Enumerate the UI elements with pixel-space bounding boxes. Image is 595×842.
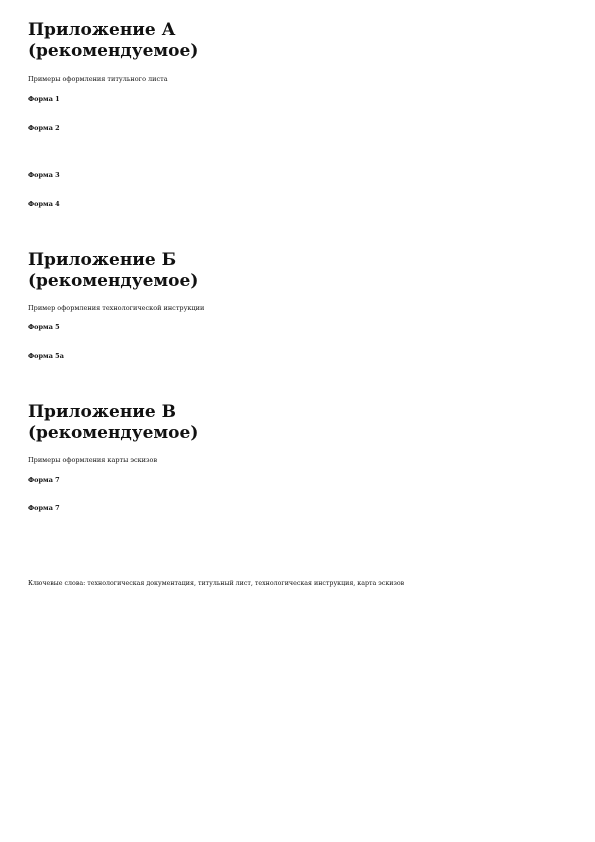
appendix-b-title-line1: Приложение Б bbox=[28, 250, 177, 270]
appendix-a-form-4: Форма 4 bbox=[28, 200, 60, 208]
appendix-b-form-5a: Форма 5а bbox=[28, 352, 64, 360]
appendix-a-form-3: Форма 3 bbox=[28, 171, 60, 179]
appendix-v-title-line2: (рекомендуемое) bbox=[28, 423, 199, 443]
appendix-v-form-7a: Форма 7 bbox=[28, 476, 60, 484]
appendix-a-subtitle: Примеры оформления титульного листа bbox=[28, 75, 168, 83]
appendix-b-title-line2: (рекомендуемое) bbox=[28, 271, 199, 291]
appendix-a-title bbox=[28, 20, 198, 62]
appendix-a-title-line2: (рекомендуемое) bbox=[28, 41, 199, 61]
appendix-b-title bbox=[28, 250, 198, 292]
appendix-b-subtitle: Пример оформления технологической инструкции bbox=[28, 304, 205, 312]
appendix-b-form-5: Форма 5 bbox=[28, 323, 60, 331]
keywords-line: Ключевые слова: технологическая документация, титульный лист, технологическая инструкция, карта эскизов bbox=[28, 580, 405, 587]
appendix-a-form-2: Форма 2 bbox=[28, 124, 60, 132]
appendix-a-form-1: Форма 1 bbox=[28, 95, 60, 103]
appendix-v-subtitle: Примеры оформления карты эскизов bbox=[28, 456, 158, 464]
appendix-v-title bbox=[28, 402, 198, 444]
appendix-a-title-line1: Приложение А bbox=[28, 20, 176, 40]
appendix-v-title-line1: Приложение В bbox=[28, 402, 177, 422]
appendix-v-form-7b: Форма 7 bbox=[28, 504, 60, 512]
